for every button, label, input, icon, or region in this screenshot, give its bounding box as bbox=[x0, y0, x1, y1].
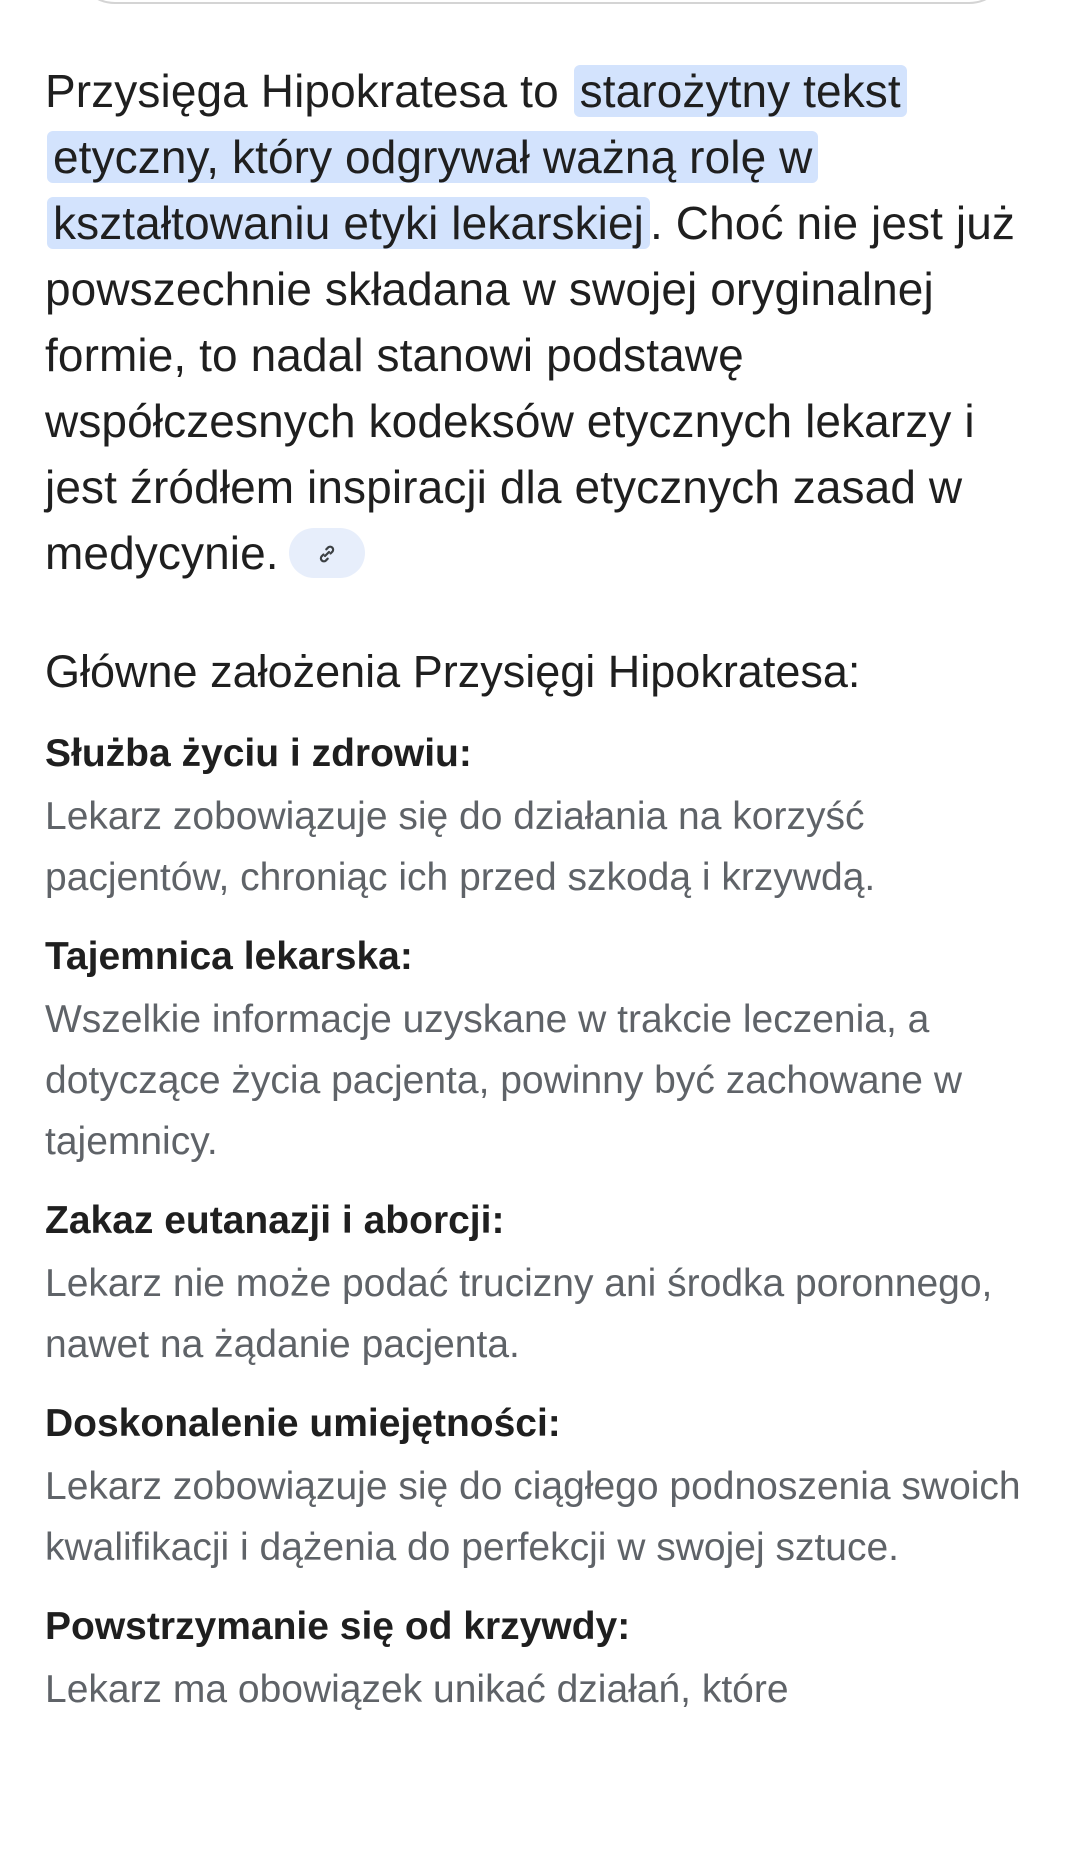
section-heading: Główne założenia Przysięgi Hipokratesa: bbox=[45, 646, 861, 697]
previous-card-edge bbox=[75, 0, 1009, 4]
principles-list bbox=[45, 730, 1040, 1720]
item-description: Lekarz zobowiązuje się do działania na korzyść pacjentów, chroniąc ich przed szkodą i krzywdą. bbox=[45, 795, 876, 899]
highlighted-statement[interactable]: starożytny tekst etyczny, który odgrywał ważną rolę w kształtowaniu etyki lekarskiej bbox=[47, 65, 907, 249]
intro-text-end: . Choć nie jest już powszechnie składana w swojej oryginalnej formie, to nadal stanowi podstawę współczesnych kodeksów etycznych lekarzy i jest źródłem inspiracji dla etycznych zasad w medycynie. bbox=[45, 197, 1015, 579]
item-title: Doskonalenie umiejętności: bbox=[45, 1402, 561, 1445]
item-description: Lekarz nie może podać trucizny ani środka poronnego, nawet na żądanie pacjenta. bbox=[45, 1262, 993, 1366]
list-item bbox=[45, 933, 1040, 1172]
item-title: Zakaz eutanazji i aborcji: bbox=[45, 1199, 505, 1242]
list-item bbox=[45, 730, 1040, 908]
list-item bbox=[45, 1197, 1040, 1375]
intro-text-start: Przysięga Hipokratesa to bbox=[45, 65, 572, 117]
item-description: Lekarz ma obowiązek unikać działań, które bbox=[45, 1668, 789, 1711]
source-link-chip[interactable] bbox=[289, 528, 365, 578]
item-title: Tajemnica lekarska: bbox=[45, 935, 413, 978]
answer-content bbox=[45, 58, 1040, 1745]
list-item bbox=[45, 1400, 1040, 1578]
list-item bbox=[45, 1603, 1040, 1720]
item-title: Powstrzymanie się od krzywdy: bbox=[45, 1605, 631, 1648]
link-icon bbox=[315, 542, 339, 566]
item-description: Wszelkie informacje uzyskane w trakcie leczenia, a dotyczące życia pacjenta, powinny być zachowane w tajemnicy. bbox=[45, 998, 962, 1163]
item-description: Lekarz zobowiązuje się do ciągłego podnoszenia swoich kwalifikacji i dążenia do perfekcji w swojej sztuce. bbox=[45, 1465, 1021, 1569]
item-title: Służba życiu i zdrowiu: bbox=[45, 732, 472, 775]
intro-paragraph bbox=[45, 58, 1040, 586]
